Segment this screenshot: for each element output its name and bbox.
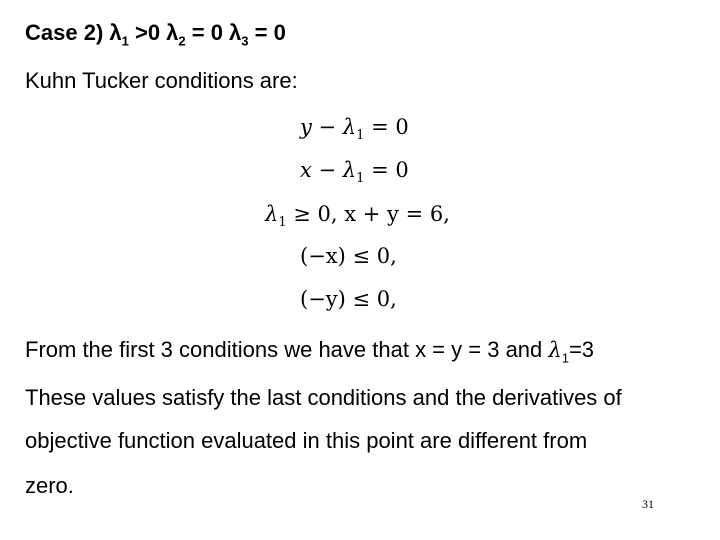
conclusion-sub: 1 bbox=[561, 350, 569, 366]
title-sub-3: 3 bbox=[241, 33, 249, 49]
conclusion-main: From the first 3 conditions we have that x = y = 3 and bbox=[25, 337, 549, 362]
explanation-line-1: These values satisfy the last conditions and the derivatives of bbox=[25, 385, 622, 410]
equation-2-sub: 1 bbox=[356, 171, 365, 187]
equation-4: (−x) ≤ 0, bbox=[300, 244, 397, 268]
equation-1 bbox=[300, 115, 409, 143]
slide-title bbox=[25, 20, 286, 48]
equation-1-rhs: = 0 bbox=[364, 115, 409, 139]
conclusion-tail: =3 bbox=[568, 337, 595, 362]
page-number: 31 bbox=[642, 497, 654, 511]
conclusion-lambda: λ bbox=[548, 338, 562, 362]
title-tail: = 0 bbox=[248, 20, 286, 45]
equation-2-rhs: = 0 bbox=[364, 158, 409, 182]
title-prefix: Case 2) λ bbox=[25, 20, 122, 45]
explanation-line-2: objective function evaluated in this point are different from bbox=[25, 428, 588, 453]
conclusion-text bbox=[25, 337, 594, 365]
equation-3 bbox=[265, 202, 450, 230]
title-mid-1: >0 λ bbox=[128, 20, 179, 45]
equation-3-lhs: λ bbox=[265, 202, 279, 226]
equation-1-lhs: y − λ bbox=[300, 115, 357, 139]
equation-3-rhs: ≥ 0, x + y = 6, bbox=[286, 202, 450, 226]
title-mid-2: = 0 λ bbox=[185, 20, 242, 45]
equation-2 bbox=[300, 158, 409, 186]
intro-text: Kuhn Tucker conditions are: bbox=[25, 68, 298, 93]
title-sub-2: 2 bbox=[178, 33, 186, 49]
equation-2-lhs: x − λ bbox=[300, 158, 357, 182]
title-sub-1: 1 bbox=[121, 33, 129, 49]
equation-3-sub: 1 bbox=[278, 215, 287, 231]
equation-1-sub: 1 bbox=[356, 128, 365, 144]
equation-5: (−y) ≤ 0, bbox=[300, 287, 397, 311]
explanation-line-3: zero. bbox=[25, 473, 74, 498]
